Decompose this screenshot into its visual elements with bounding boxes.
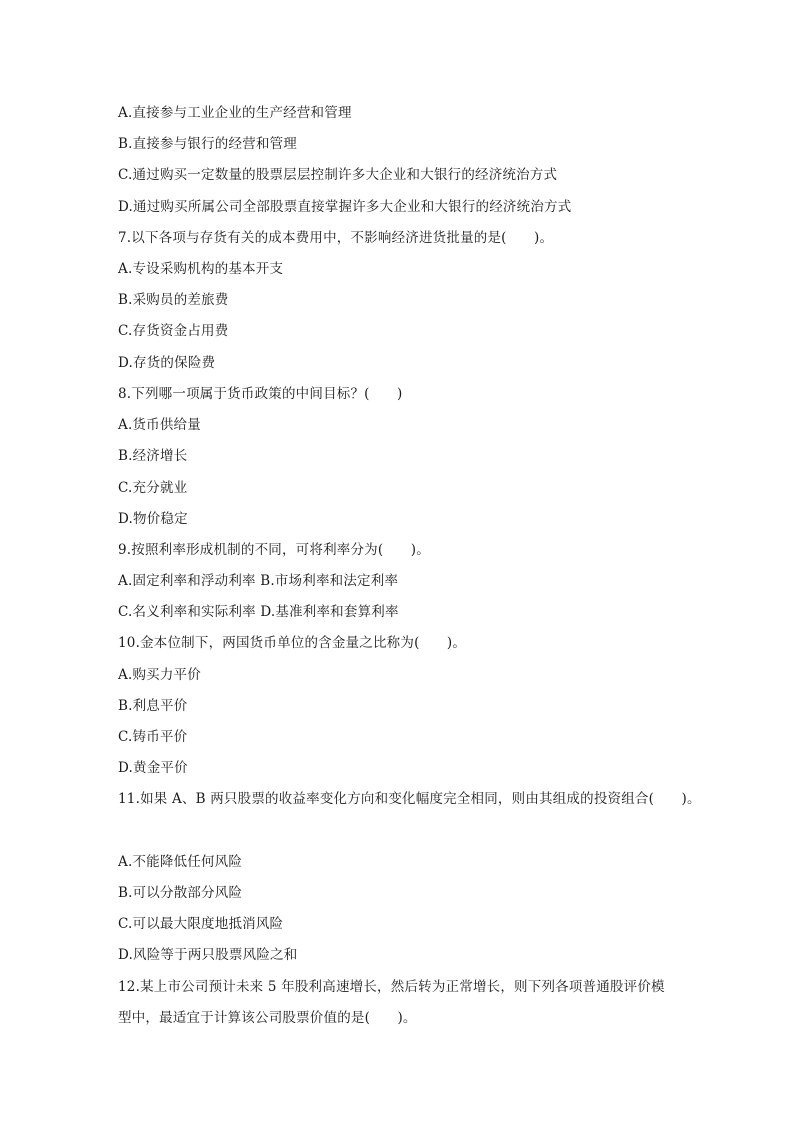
option-line: A.货币供给量 <box>118 417 201 433</box>
question-line: 10.金本位制下，两国货币单位的含金量之比称为( )。 <box>118 635 467 651</box>
option-line: D.风险等于两只股票风险之和 <box>118 947 298 963</box>
option-line: A.购买力平价 <box>118 667 201 683</box>
option-line: C.铸币平价 <box>118 729 188 745</box>
question-line: 9.按照利率形成机制的不同，可将利率分为( )。 <box>118 542 430 558</box>
option-line: B.可以分散部分风险 <box>118 885 243 901</box>
question-line: 7.以下各项与存货有关的成本费用中，不影响经济进货批量的是( )。 <box>118 230 554 246</box>
option-line: C.充分就业 <box>118 480 188 496</box>
option-line: B.采购员的差旅费 <box>118 292 229 308</box>
option-line: C.通过购买一定数量的股票层层控制许多大企业和大银行的经济统治方式 <box>118 167 558 183</box>
option-line: D.存货的保险费 <box>118 355 216 371</box>
option-line: C.存货资金占用费 <box>118 323 229 339</box>
option-line: A.直接参与工业企业的生产经营和管理 <box>118 105 352 121</box>
question-line: 型中，最适宜于计算该公司股票价值的是( )。 <box>118 1010 417 1026</box>
option-line: D.通过购买所属公司全部股票直接掌握许多大企业和大银行的经济统治方式 <box>118 199 572 215</box>
option-line: D.物价稳定 <box>118 511 188 527</box>
option-line: D.黄金平价 <box>118 760 188 776</box>
option-line: C.可以最大限度地抵消风险 <box>118 916 284 932</box>
question-line: 12.某上市公司预计未来 5 年股利高速增长，然后转为正常增长，则下列各项普通股评价模 <box>118 979 665 995</box>
question-line: 11.如果 A、B 两只股票的收益率变化方向和变化幅度完全相同，则由其组成的投资组合( )。 <box>118 791 701 807</box>
option-line: A.固定利率和浮动利率 B.市场利率和法定利率 <box>118 573 399 589</box>
option-line: A.不能降低任何风险 <box>118 854 243 870</box>
option-line: B.利息平价 <box>118 698 188 714</box>
question-line: 8.下列哪一项属于货币政策的中间目标？( ) <box>118 386 403 402</box>
option-line: B.经济增长 <box>118 448 188 464</box>
option-line: C.名义利率和实际利率 D.基准利率和套算利率 <box>118 604 399 620</box>
option-line: B.直接参与银行的经营和管理 <box>118 136 298 152</box>
option-line: A.专设采购机构的基本开支 <box>118 261 284 277</box>
